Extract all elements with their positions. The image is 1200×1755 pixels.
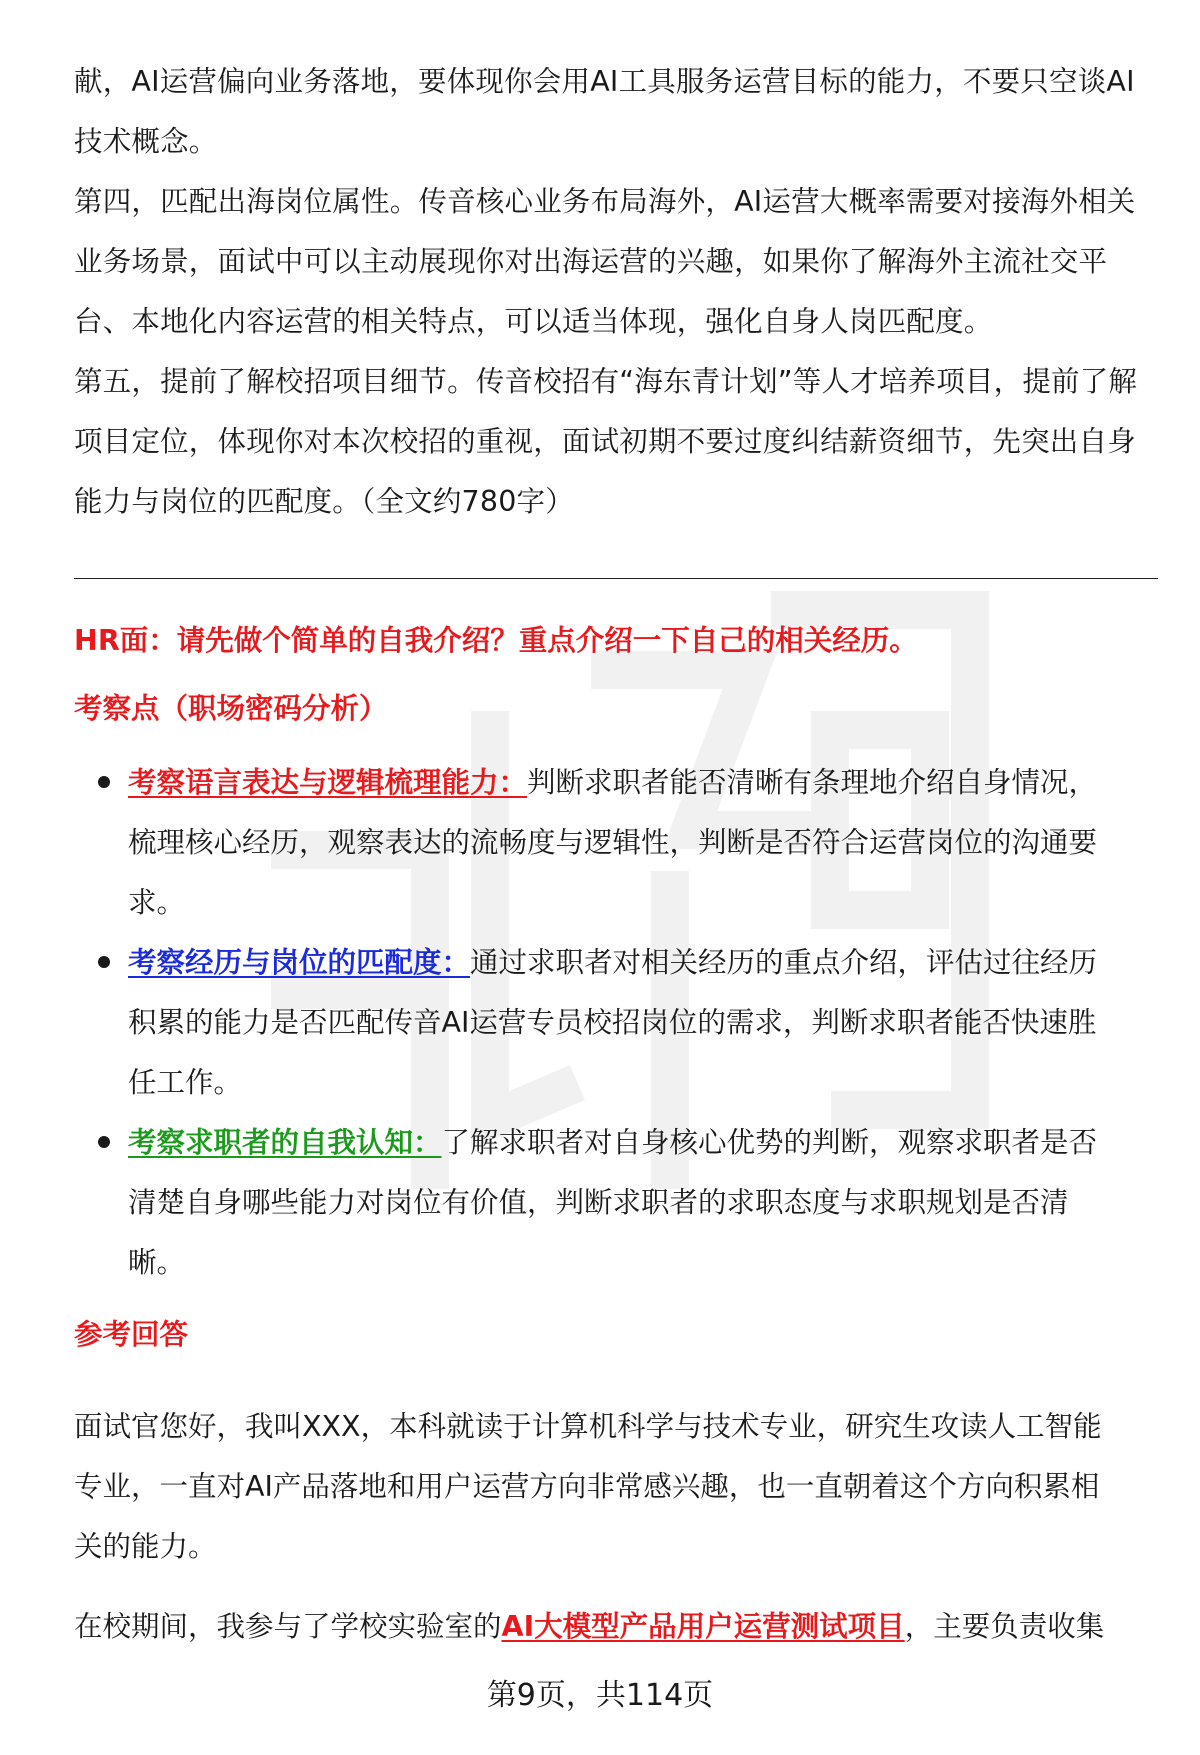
answer-text-after: ，主要负责收集: [904, 1610, 1105, 1643]
assessment-item-self-awareness: [74, 1113, 1144, 1293]
answer-paragraph-2: [74, 1597, 1144, 1657]
assessment-item-experience-match: [74, 933, 1144, 1113]
intro-paragraph-3: 第五，提前了解校招项目细节。传音校招有“海东青计划”等人才培养项目，提前了解项目定位，体现你对本次校招的重视，面试初期不要过度纠结薪资细节，先突出自身能力与岗位的匹配度。（全文约780字）: [74, 365, 1138, 518]
page-number-footer: 第9页，共114页: [486, 1678, 714, 1713]
reference-answer-heading: 参考回答: [74, 1318, 189, 1351]
section-divider: [74, 578, 1158, 579]
bullet-dot-icon: [98, 776, 110, 788]
intro-paragraph-1: 献，AI运营偏向业务落地，要体现你会用AI工具服务运营目标的能力，不要只空谈AI技术概念。: [74, 65, 1135, 158]
assessment-item-lead: 考察经历与岗位的匹配度：: [128, 946, 471, 979]
assessment-item-language: [74, 753, 1144, 933]
assessment-item-text: 了解求职者对自身核心优势的判断，观察求职者是否清楚自身哪些能力对岗位有价值，判断求职者的求职态度与求职规划是否清晰。: [128, 1126, 1098, 1279]
assessment-item-text: 通过求职者对相关经历的重点介绍，评估过往经历积累的能力是否匹配传音AI运营专员校招岗位的需求，判断求职者能否快速胜任工作。: [128, 946, 1098, 1099]
answer-text-before: 在校期间，我参与了学校实验室的: [74, 1610, 502, 1643]
document-content: [74, 52, 1144, 1677]
assessment-item-lead: 考察语言表达与逻辑梳理能力：: [128, 766, 528, 799]
bullet-dot-icon: [98, 956, 110, 968]
assessment-list: [74, 753, 1144, 1293]
bullet-dot-icon: [98, 1136, 110, 1148]
assessment-item-lead: 考察求职者的自我认知：: [128, 1126, 442, 1159]
intro-paragraph-2: 第四，匹配出海岗位属性。传音核心业务布局海外，AI运营大概率需要对接海外相关业务场景，面试中可以主动展现你对出海运营的兴趣，如果你了解海外主流社交平台、本地化内容运营的相关特点，可以适当体现，强化自身人岗匹配度。: [74, 185, 1136, 338]
hr-question-heading: HR面：请先做个简单的自我介绍？重点介绍一下自己的相关经历。: [74, 624, 918, 657]
answer-highlight-project: AI大模型产品用户运营测试项目: [501, 1610, 905, 1643]
assessment-heading: 考察点（职场密码分析）: [74, 692, 388, 725]
answer-paragraph-1: 面试官您好，我叫XXX，本科就读于计算机科学与技术专业，研究生攻读人工智能专业，一直对AI产品落地和用户运营方向非常感兴趣，也一直朝着这个方向积累相关的能力。: [74, 1410, 1102, 1563]
assessment-item-text: 判断求职者能否清晰有条理地介绍自身情况，梳理核心经历，观察表达的流畅度与逻辑性，判断是否符合运营岗位的沟通要求。: [128, 766, 1098, 919]
